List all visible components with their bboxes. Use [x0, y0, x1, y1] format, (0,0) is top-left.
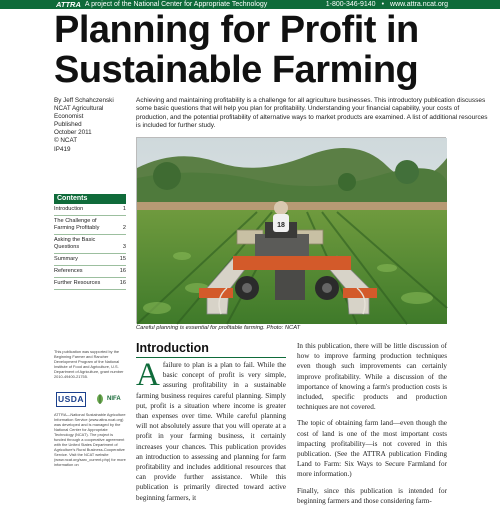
nifa-leaf-icon — [94, 393, 106, 405]
ncat-note: ATTRA—National Sustainable Agriculture Information Service (www.attra.ncat.org) was developed and is managed by the National Center for Appropriate Technology (NCAT). The project is funded through a cooperative agreement with the United States Department of Agriculture's Rural Business-Cooperative Service. Visit the NCAT website (www.ncat.org/sarc_current.php) for more information on — [54, 412, 126, 467]
contents-item[interactable]: Further Resources 16 — [54, 278, 126, 290]
contents-item[interactable]: The Challenge of Farming Profitably 2 — [54, 216, 126, 235]
attra-brand: ATTRA — [56, 0, 81, 9]
intro-paragraph-1: failure to plan is a plan to fail. While the basic concept of profit is very simple, assuring profitability in a sustainable farming business requires careful planning. Simply put, profit is a situation where income is greater than expenses over time. While careful planning will not absolutely assure that you will operate at a profit in your farming business, it certainly increases your chances. This publication provides an introduction to assessing and planning for farm profitability and includes additional resources that can provide further assistance. While this publication is primarily directed toward active beginning farmers, it — [136, 361, 286, 502]
intro-paragraph-2: In this publication, there will be little discussion of how to improve farming production techniques even though such improvements can certainly improve profitability. While a discussion of the importance of knowing a farm's production costs is included, specific products and production techniques are not covered. — [297, 342, 447, 412]
publish-date: October 2011 — [54, 129, 92, 137]
contents-item[interactable]: Introduction 1 — [54, 204, 126, 216]
tractor-number: 18 — [277, 222, 285, 229]
intro-column-1 — [136, 357, 286, 503]
nifa-logo: NIFA — [94, 390, 128, 408]
funding-note: This publication was supported by the Beginning Farmer and Rancher Development Program of the National Institute of Food and Agriculture, U.S. Department of Agriculture, grant number 2010-49400-21755. — [54, 349, 124, 379]
drop-cap: A — [136, 357, 160, 393]
contents-box — [54, 194, 126, 290]
header-website-link[interactable]: www.attra.ncat.org — [390, 1, 448, 8]
publish-status: Published — [54, 121, 82, 129]
document-title: Planning for Profit in Sustainable Farming — [54, 9, 419, 91]
contents-item[interactable]: Summary 15 — [54, 254, 126, 266]
author-org: NCAT Agricultural — [54, 105, 104, 113]
intro-column-2 — [297, 341, 447, 512]
publication-code: IP419 — [54, 145, 71, 153]
contents-heading: Contents — [54, 194, 126, 204]
top-banner — [0, 0, 500, 9]
sponsor-logos — [56, 388, 128, 410]
header-tagline: A project of the National Center for Appropriate Technology — [84, 1, 268, 8]
photo-caption: Careful planning is essential for profitable farming. Photo: NCAT — [136, 325, 301, 331]
author-info — [54, 97, 134, 154]
author-name: By Jeff Schahczenski — [54, 97, 114, 104]
copyright: © NCAT — [54, 137, 78, 145]
contents-item[interactable]: Asking the Basic Questions 3 — [54, 235, 126, 254]
author-role: Economist — [54, 113, 84, 121]
header-phone: 1-800-346-9140 — [325, 1, 376, 8]
usda-logo: USDA — [56, 392, 86, 407]
farm-photo — [136, 137, 446, 323]
abstract: Achieving and maintaining profitability is a challenge for all agriculture businesses. This introductory publication discusses some basic questions that will help you plan for profitability. Understanding your financial capability, your costs of production, and the potential profitability of alternative ways to market products are examined. A list of additional resources is included for further study. — [136, 97, 488, 130]
intro-paragraph-3: The topic of obtaining farm land—even though the cost of land is one of the most important costs impacting profitability—is not covered in this publication. (See the ATTRA publication Finding Land to Farm: Six Ways to Secure Farmland for more information.) — [297, 419, 447, 479]
contents-item[interactable]: References 16 — [54, 266, 126, 278]
intro-paragraph-4: Finally, since this publication is intended for beginning farmers and those considering farm- — [297, 486, 447, 505]
header-bullet: • — [381, 1, 385, 8]
introduction-heading: Introduction — [136, 341, 286, 358]
